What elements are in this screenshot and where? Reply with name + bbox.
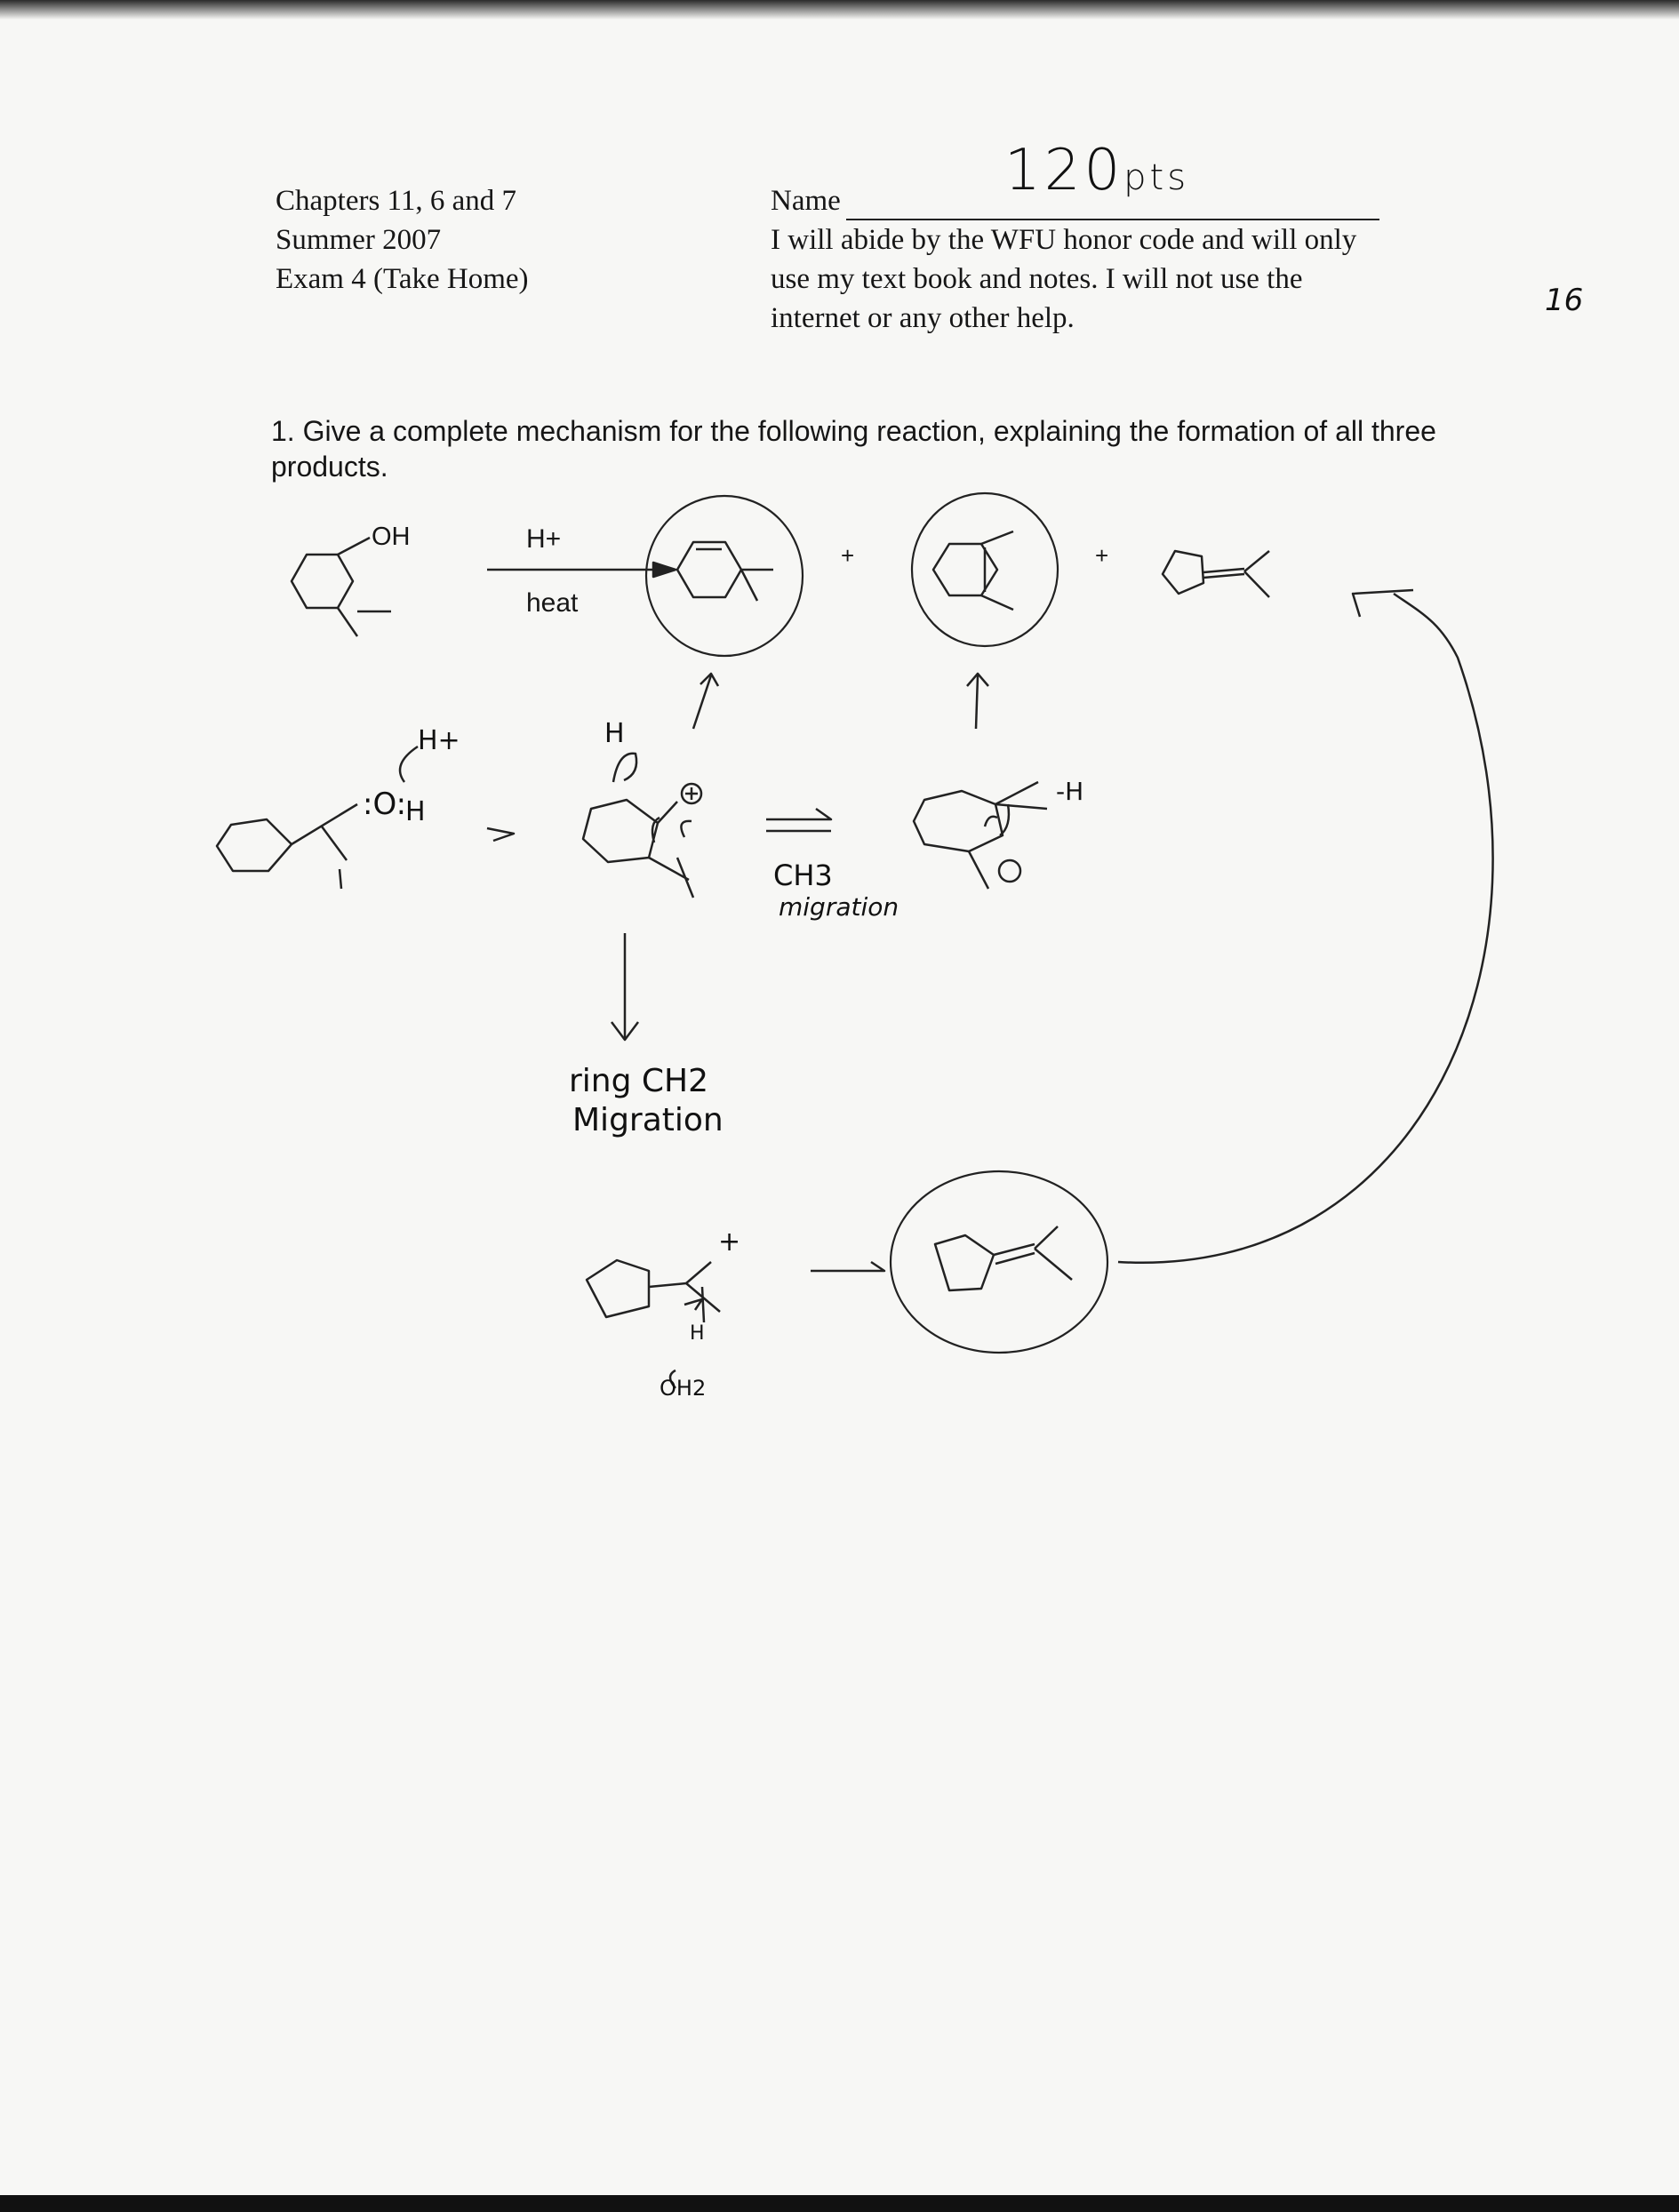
hydroxyl-label: OH [372, 523, 411, 551]
h-label: H [690, 1322, 705, 1345]
ring-ch2-label: ring CH2 [569, 1063, 709, 1099]
honor-line-1: I will abide by the WFU honor code and will only [771, 224, 1357, 256]
correlation-arrow [1118, 594, 1493, 1263]
product-1-circle [646, 496, 803, 656]
reactant-structure [292, 538, 391, 636]
scan-edge-bottom [0, 2195, 1679, 2212]
oxygen-label: :O: [363, 787, 407, 822]
plus-sign-2: + [1095, 542, 1109, 569]
water-label: OH2 [660, 1376, 707, 1401]
hydrogen-label-2: H [604, 718, 625, 749]
course-chapters: Chapters 11, 6 and 7 [276, 185, 516, 217]
proton-label: H+ [418, 725, 460, 756]
question-1: 1. Give a complete mechanism for the following reaction, explaining the formation of all three products. [271, 415, 1436, 483]
condition-label: heat [526, 588, 579, 618]
honor-line-3: internet or any other help. [771, 302, 1075, 334]
carbocation-plus: + [718, 1226, 741, 1258]
product-1-structure [677, 542, 773, 601]
score-value: 120 [1004, 138, 1124, 204]
ring-migration-label: Migration [572, 1102, 724, 1138]
carbocation-1-structure [583, 754, 701, 898]
exam-title: Exam 4 (Take Home) [276, 263, 529, 295]
side-mark: 16 [1545, 283, 1584, 318]
plus-sign-1: + [841, 542, 855, 569]
carbocation-2-structure [914, 782, 1047, 889]
score-unit: pts [1123, 157, 1190, 198]
honor-line-2: use my text book and notes. I will not use the [771, 263, 1303, 295]
final-product-structure [935, 1226, 1072, 1290]
reagent-label: H+ [526, 524, 562, 554]
hydrogen-label-1: H [405, 796, 426, 827]
ch3-migration-label: migration [779, 892, 899, 922]
minus-h-label: -H [1056, 777, 1084, 806]
name-label: Name [771, 185, 841, 217]
reaction-arrowhead [653, 563, 676, 577]
product-3-structure [1163, 551, 1269, 597]
ch3-label: CH3 [773, 858, 833, 892]
course-term: Summer 2007 [276, 224, 442, 256]
product-2-structure [933, 531, 1013, 610]
